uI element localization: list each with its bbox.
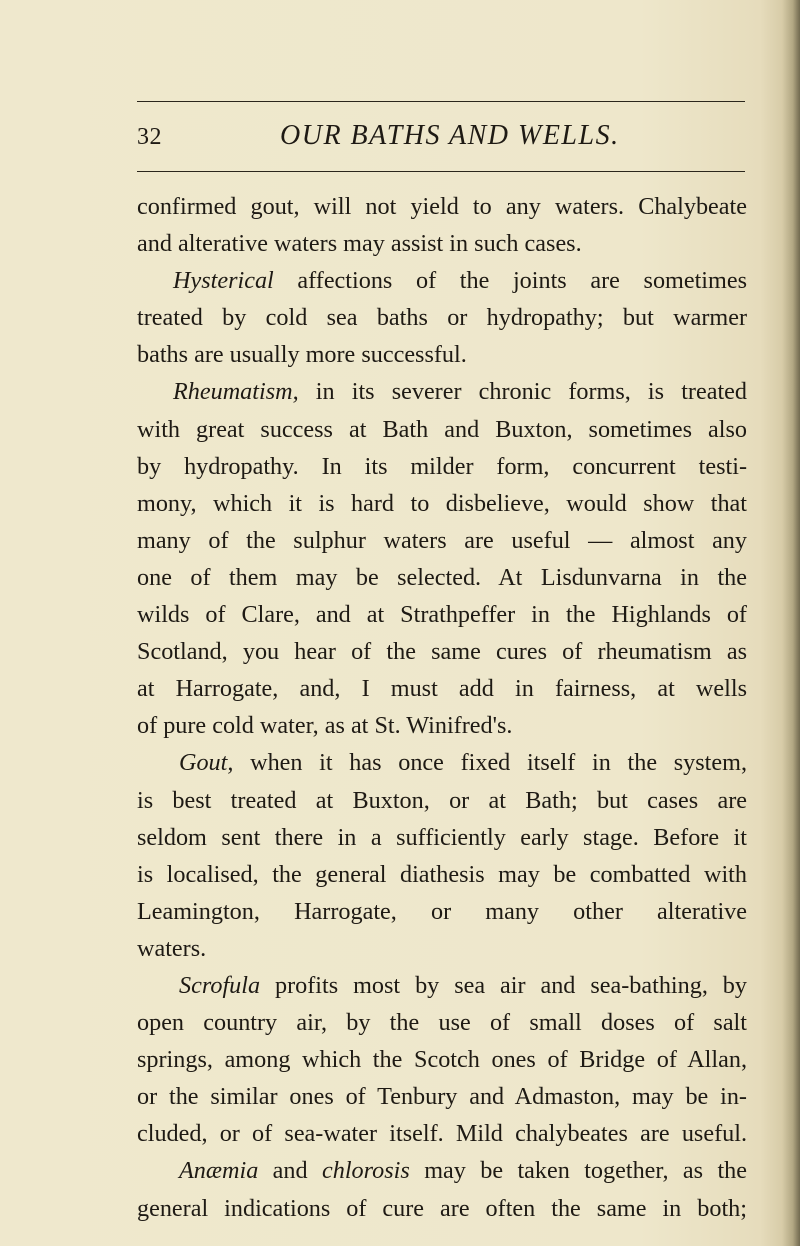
text-line: baths are usually more successful. bbox=[137, 341, 467, 369]
text-line: springs, among which the Scotch ones of Bridge of Allan, bbox=[137, 1046, 747, 1074]
page-number: 32 bbox=[137, 124, 162, 150]
keyword-rheumatism: Rheumatism, bbox=[173, 378, 299, 406]
text-line: and alterative waters may assist in such cases. bbox=[137, 230, 582, 258]
text-line: wilds of Clare, and at Strathpeffer in the Highlands of bbox=[137, 601, 747, 629]
text-line: with great success at Bath and Buxton, sometimes also bbox=[137, 415, 747, 443]
text-line: or the similar ones of Tenbury and Admaston, may be in- bbox=[137, 1083, 747, 1111]
text-line: cluded, or of sea-water itself. Mild chalybeates are useful. bbox=[137, 1120, 747, 1148]
text-line: Scotland, you hear of the same cures of rheumatism as bbox=[137, 638, 747, 666]
header-bottom-rule bbox=[137, 171, 745, 172]
keyword-chlorosis: chlorosis bbox=[322, 1157, 410, 1185]
text-line: by hydropathy. In its milder form, concurrent testi- bbox=[137, 452, 747, 480]
text-line: is localised, the general diathesis may be combatted with bbox=[137, 860, 747, 888]
text-line: of pure cold water, as at St. Winifred's. bbox=[137, 712, 513, 740]
text-line: waters. bbox=[137, 934, 207, 962]
text-line: general indications of cure are often the same in both; bbox=[137, 1194, 747, 1222]
text-line: mony, which it is hard to disbelieve, would show that bbox=[137, 489, 747, 517]
text-line: Anæmia and chlorosis may be taken together, as the bbox=[179, 1157, 747, 1185]
text-line: many of the sulphur waters are useful — almost any bbox=[137, 526, 747, 554]
text-line: is best treated at Buxton, or at Bath; but cases are bbox=[137, 786, 747, 814]
text-line: open country air, by the use of small doses of salt bbox=[137, 1009, 747, 1037]
text-line: at Harrogate, and, I must add in fairness, at wells bbox=[137, 675, 747, 703]
text-line: Scrofula profits most by sea air and sea-bathing, by bbox=[179, 971, 747, 999]
keyword-anaemia: Anæmia bbox=[179, 1157, 259, 1185]
body-text bbox=[137, 188, 747, 1227]
text-line: treated by cold sea baths or hydropathy; but warmer bbox=[137, 304, 747, 332]
text-line: Rheumatism, in its severer chronic forms, is treated bbox=[173, 378, 747, 406]
text-line: seldom sent there in a sufficiently early stage. Before it bbox=[137, 823, 747, 851]
text-line: one of them may be selected. At Lisdunvarna in the bbox=[137, 563, 747, 591]
header-top-rule bbox=[137, 101, 745, 102]
keyword-gout: Gout, bbox=[179, 749, 234, 777]
text-line: Gout, when it has once fixed itself in the system, bbox=[179, 749, 747, 777]
text-line: confirmed gout, will not yield to any waters. Chalybeate bbox=[137, 193, 747, 220]
running-title: OUR BATHS AND WELLS. bbox=[280, 120, 620, 151]
text-line: Hysterical affections of the joints are sometimes bbox=[173, 267, 747, 295]
keyword-hysterical: Hysterical bbox=[173, 267, 274, 295]
keyword-scrofula: Scrofula bbox=[179, 971, 261, 999]
page-edge-shadow bbox=[782, 0, 800, 1246]
text-line: Leamington, Harrogate, or many other alterative bbox=[137, 897, 747, 925]
